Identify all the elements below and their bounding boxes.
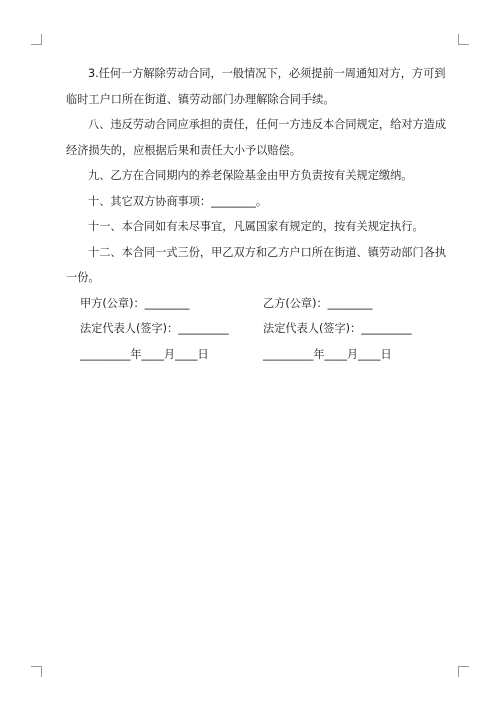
- representative-row: [66, 316, 446, 342]
- clause-11-unresolved: 十一、本合同如有未尽事宜，凡属国家有规定的，按有关规定执行。: [88, 220, 424, 233]
- party-b-date: _________年____月____日: [263, 347, 392, 361]
- seal-row: [66, 291, 446, 317]
- clause-termination-notice: 3.任何一方解除劳动合同，一般情况下，必须提前一周通知对方，方可到临时工户口所在街道、镇劳动部门办理解除合同手续。: [66, 67, 446, 106]
- party-b-representative: 法定代表人(签字)：_________: [263, 322, 412, 335]
- crop-mark-top-left: [31, 34, 42, 45]
- crop-mark-top-right: [458, 34, 469, 45]
- crop-mark-bottom-right: [458, 666, 469, 677]
- party-b-seal: 乙方(公章)：________: [263, 296, 373, 310]
- clause-10-other-matters: 十、其它双方协商事项：________。: [88, 194, 268, 208]
- date-row: [66, 342, 446, 368]
- clause-12-copies: 十二、本合同一式三份，甲乙双方和乙方户口所在街道、镇劳动部门各执一份。: [66, 245, 447, 284]
- document-body: [66, 61, 446, 367]
- clause-8-liability: 八、违反劳动合同应承担的责任，任何一方违反本合同规定，给对方造成经济损失的，应根据后果和责任大小予以赔偿。: [66, 118, 447, 157]
- crop-mark-bottom-left: [31, 666, 42, 677]
- clause-9-pension: 九、乙方在合同期内的养老保险基金由甲方负责按有关规定缴纳。: [88, 169, 413, 182]
- party-a-representative: 法定代表人(签字)：_________: [80, 322, 229, 335]
- party-a-seal: 甲方(公章)：________: [80, 296, 190, 310]
- party-a-date: _________年____月____日: [80, 347, 209, 361]
